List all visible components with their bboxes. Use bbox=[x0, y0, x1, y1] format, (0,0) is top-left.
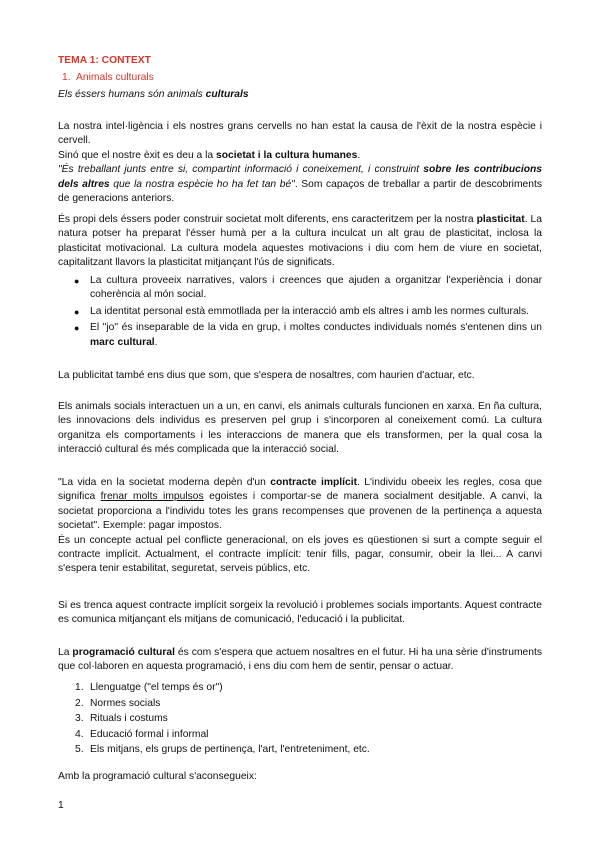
bullet-item bbox=[58, 305, 542, 319]
bold-text: programació cultural bbox=[72, 647, 175, 658]
list-text: Els mitjans, els grups de pertinença, l'art, l'entreteniment, etc. bbox=[90, 744, 370, 755]
paragraph-6-text: Si es trenca aquest contracte implícit sorgeix la revolució i problemes socials importants. Aquest contracte es comunica mitjançant els mitjans de comunicació, l'educació i la publicitat. bbox=[58, 600, 542, 626]
paragraph-8-text: Amb la programació cultural s'aconsegueix: bbox=[58, 771, 257, 782]
list-item bbox=[58, 742, 542, 758]
paragraph-5-text bbox=[58, 476, 542, 534]
page-number: 1 bbox=[58, 800, 64, 811]
paragraph-4-text: Els animals socials interactuen un a un, en canvi, els animals culturals funcionen en xarxa. En ña cultura, les innovacions dels individus es preserven pel grup i s'incorporen al coneixement comú. La cultura organitza els comportaments i les interaccions de manera que els transformen, per la qual cosa la interacció cultural és més complicada que la interacció social. bbox=[58, 401, 542, 456]
text: "La vida en la societat moderna depèn d'un bbox=[58, 477, 271, 488]
bullet-dot-icon: ● bbox=[74, 306, 80, 317]
paragraph-7 bbox=[58, 646, 542, 675]
section-number: 1. bbox=[62, 72, 71, 83]
text: . La natura potser ha preparat l'ésser humà per a la cultura inculcat un alt grau de plasticitat, inclosa la plasticitat motivacional. La cultura modela aquestes motivacions i diu com hem de viure en societat, capitalitzant llavors la plasticitat mitjançant l'ús de significats. bbox=[58, 214, 542, 269]
bullet-item bbox=[58, 321, 542, 350]
text: . Som capaços de treballar a partir de descobriments de generacions anteriors. bbox=[58, 178, 542, 205]
intro-text: Els éssers humans són animals bbox=[58, 89, 206, 100]
paragraph-1 bbox=[58, 120, 542, 206]
bullet-bold: marc cultural bbox=[90, 336, 155, 348]
list-number: 2. bbox=[75, 697, 84, 709]
intro-line bbox=[58, 89, 249, 100]
paragraph-4 bbox=[58, 400, 542, 458]
section-title: Animals culturals bbox=[76, 72, 154, 83]
text: és com s'espera que actuem nosaltres en el futur. Hi ha una sèrie d'instruments que col·laboren en aquesta programació, i ens diu com hem de sentir, pensar o actuar. bbox=[58, 647, 543, 673]
quote-text: "És treballant junts entre si, compartint informació i coneixement, i construint bbox=[58, 164, 424, 176]
underlined-text: frenar molts impulsos bbox=[100, 491, 204, 503]
bold-text: societat i la cultura humanes bbox=[216, 149, 358, 161]
list-number: 1. bbox=[75, 682, 84, 693]
list-item bbox=[58, 680, 542, 696]
paragraph-1-line-1: La nostra intel·ligència i els nostres grans cervells no han estat la causa de l'èxit de la nostra espècie i cervell. bbox=[58, 121, 542, 147]
list-item bbox=[58, 727, 542, 743]
paragraph-8 bbox=[58, 770, 542, 784]
bullet-text: . bbox=[154, 336, 158, 348]
list-text: Normes socials bbox=[90, 697, 161, 709]
intro-bold: culturals bbox=[205, 89, 249, 100]
paragraph-3-text: La publicitat també ens dius que som, que s'espera de nosaltres, com haurien d'actuar, etc. bbox=[58, 370, 475, 381]
list-text: Educació formal i informal bbox=[90, 728, 209, 740]
bullet-list bbox=[58, 274, 542, 352]
list-item bbox=[58, 711, 542, 727]
paragraph-1-quote bbox=[58, 163, 542, 206]
text: Sinó que el nostre èxit es deu a la bbox=[58, 149, 216, 161]
document-title: TEMA 1: CONTEXT bbox=[58, 55, 151, 66]
bold-text: plasticitat bbox=[476, 214, 525, 225]
list-item bbox=[58, 696, 542, 712]
bullet-text: El "jo" és inseparable de la vida en grup, i moltes conductes individuals només s'entenen dins un bbox=[90, 322, 542, 334]
section-heading bbox=[62, 72, 154, 83]
paragraph-5-continuation: És un concepte actual pel conflicte generacional, on els joves es qüestionen si surt a compte seguir el contracte implícit. Actualment, el contracte implícit: tenir fills, pagar, consumir, obeir la llei... A canvi s'espera tenir estabilitat, seguretat, serveis públics, etc. bbox=[58, 534, 542, 575]
list-number: 3. bbox=[75, 713, 84, 724]
paragraph-7-text bbox=[58, 646, 542, 675]
bold-text: contracte implícit bbox=[270, 477, 358, 488]
bullet-text: La identitat personal està emmotllada per la interacció amb els altres i amb les normes culturals. bbox=[90, 305, 529, 317]
paragraph-2-text bbox=[58, 213, 542, 271]
text: . L'individu obeeix les regles, cosa que significa bbox=[58, 477, 542, 503]
bullet-item bbox=[58, 274, 542, 303]
paragraph-6 bbox=[58, 599, 542, 628]
list-number: 4. bbox=[75, 728, 84, 740]
list-number: 5. bbox=[75, 744, 84, 755]
text: . bbox=[357, 149, 361, 161]
bullet-dot-icon: ● bbox=[74, 323, 80, 334]
paragraph-5 bbox=[58, 476, 542, 577]
numbered-list bbox=[58, 680, 542, 758]
bullet-dot-icon: ● bbox=[74, 276, 80, 286]
text: És propi dels éssers poder construir societat molt diferents, ens caracteritzem per la nostra bbox=[58, 214, 477, 225]
text: La bbox=[58, 647, 73, 658]
quote-text: que la nostra espècie ho ha fet tan bé" bbox=[109, 178, 295, 190]
paragraph-1-line-2 bbox=[58, 149, 542, 163]
text: egoistes i comportar-se de manera socialment desitjable. A canvi, la societat proporciona a l'individu totes les grans recompenses que provenen de la pertinença a aquesta societat". Exemple: pagar impostos. bbox=[58, 491, 543, 532]
bullet-text: La cultura proveeix narratives, valors i creences que ajuden a organitzar l'experiència i donar coherència al món social. bbox=[90, 275, 542, 301]
paragraph-2 bbox=[58, 213, 542, 271]
quote-bold: sobre les contribucions dels altres bbox=[58, 164, 543, 190]
list-text: Llenguatge ("el temps és or") bbox=[90, 682, 223, 693]
list-text: Rituals i costums bbox=[90, 713, 168, 724]
paragraph-3 bbox=[58, 369, 542, 383]
